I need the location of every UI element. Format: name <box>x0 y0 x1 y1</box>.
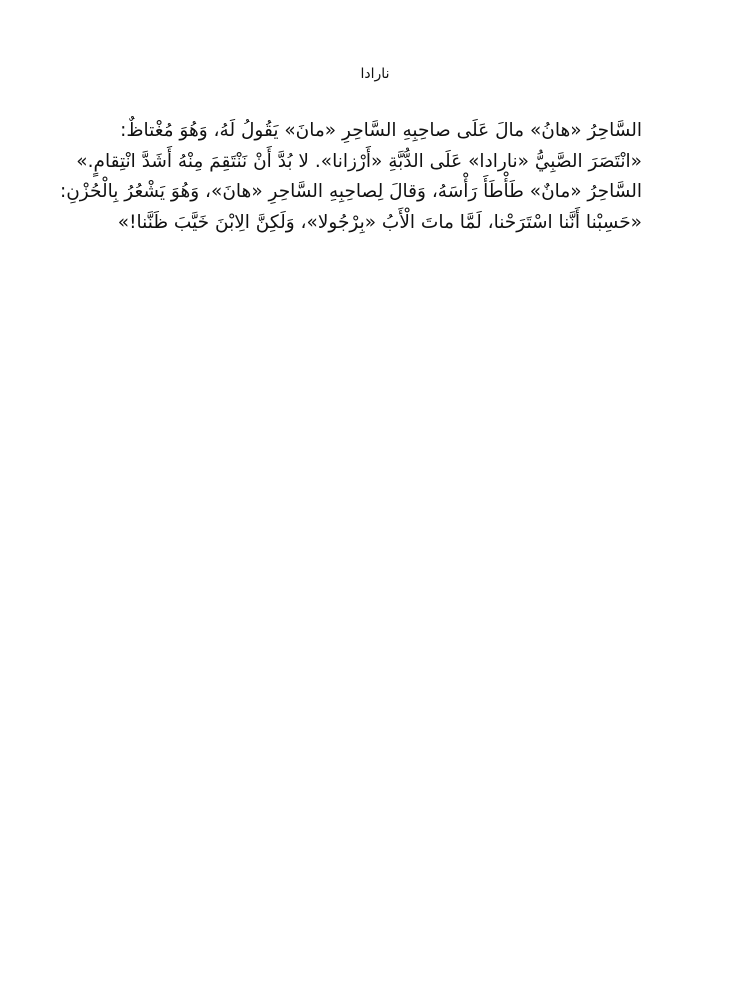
story-line-4: «حَسِبْنا أَنَّنا اسْتَرَحْنا، لَمَّا ماتَ الْأَبُ «بِرْجُولا»، وَلَكِنَّ الِابْنَ خَيَّبَ ظَنَّنا!» <box>117 211 642 233</box>
story-paragraph <box>59 116 642 238</box>
story-line-3: السَّاحِرُ «مانٌ» طَأْطَأَ رَأْسَهُ، وَقالَ لِصاحِبِهِ السَّاحِرِ «هانَ»، وَهُوَ يَشْعُرُ بِالْحُزْنِ: <box>59 181 642 202</box>
page-title: نارادا <box>360 66 390 82</box>
story-line-1: السَّاحِرُ «هانُ» مالَ عَلَى صاحِبِهِ السَّاحِرِ «مانَ» يَقُولُ لَهُ، وَهُوَ مُغْتاظٌ: <box>120 120 642 141</box>
story-line-2: «انْتَصَرَ الصَّبِيُّ «نارادا» عَلَى الدُّبَّةِ «أَرْزانا». لا بُدَّ أَنْ نَنْتَقِمَ مِنْهُ أَشَدَّ انْتِقامٍ.» <box>76 150 642 172</box>
